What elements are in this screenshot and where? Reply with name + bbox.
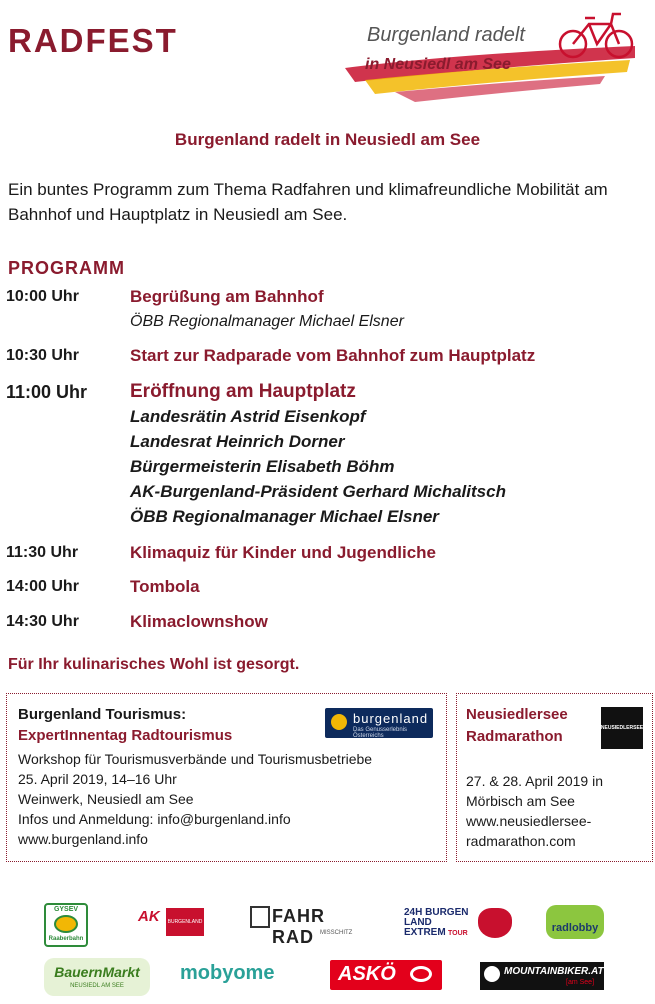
page-title: RADFEST: [8, 22, 178, 59]
event-logo: [335, 6, 645, 106]
gysev-raaberbahn-logo: GYSEV Raaberbahn: [44, 903, 88, 947]
program-detail: AK-Burgenland-Präsident Gerhard Michalitsch: [130, 482, 506, 501]
program-time: 11:30 Uhr: [6, 544, 79, 561]
tourism-box-title: Burgenland Tourismus:: [18, 706, 187, 723]
burgenland-logo: [325, 708, 433, 738]
program-event: Klimaquiz für Kinder und Jugendliche: [130, 543, 437, 562]
radmarathon-logo-text: NEUSIEDLERSEE: [600, 725, 644, 731]
burgenland-logo-sub: Das Genusserlebnis Österreichs: [353, 727, 408, 739]
program-event: Tombola: [130, 577, 200, 596]
radlobby-logo: radlobby: [546, 905, 604, 939]
program-event: Klimaclownshow: [130, 612, 268, 631]
program-time: 14:30 Uhr: [6, 613, 79, 630]
program-event: Eröffnung am Hauptplatz: [130, 381, 356, 402]
radmarathon-title-line1: Neusiedlersee: [466, 706, 568, 723]
mountainbiker-logo: MOUNTAINBIKER.AT [am See]: [480, 962, 604, 990]
program-detail: ÖBB Regionalmanager Michael Elsner: [130, 507, 439, 526]
radmarathon-title-line2: Radmarathon: [466, 728, 563, 745]
logo-text-line1: Burgenland radelt: [367, 24, 525, 46]
subtitle: Burgenland radelt in Neusiedl am See: [174, 130, 481, 149]
program-time: 14:00 Uhr: [6, 578, 79, 595]
program-time: 11:00 Uhr: [6, 382, 88, 402]
tourism-box-subtitle: ExpertInnentag Radtourismus: [18, 727, 233, 744]
tourism-info-box: [6, 693, 447, 862]
mobyome-logo: mobyome: [180, 962, 275, 984]
program-detail: Bürgermeisterin Elisabeth Böhm: [130, 457, 395, 476]
radmarathon-line: Mörbisch am See: [466, 793, 575, 809]
program-detail: ÖBB Regionalmanager Michael Elsner: [130, 313, 404, 330]
ak-burgenland-logo: AK BURGENLAND: [138, 908, 204, 936]
intro-text: Ein buntes Programm zum Thema Radfahren und klimafreundliche Mobilität am Bahnhof und Hauptplatz in Neusiedl am See.: [8, 180, 608, 224]
radmarathon-line: 27. & 28. April 2019 in: [466, 773, 603, 789]
radmarathon-logo: [601, 707, 643, 749]
fahrrad-misschitz-logo: FAHR RAD MISSCHITZ: [250, 906, 366, 938]
tourism-box-email[interactable]: Infos und Anmeldung: info@burgenland.info: [18, 811, 291, 827]
program-time: 10:30 Uhr: [6, 347, 79, 364]
program-event: Begrüßung am Bahnhof: [130, 287, 324, 306]
tourism-box-website[interactable]: www.burgenland.info: [18, 831, 148, 847]
burgenland-logo-text: burgenland: [353, 711, 429, 726]
askoe-logo: ASKÖ: [330, 960, 442, 990]
bauernmarkt-logo: BauernMarkt NEUSIEDL AM SEE: [44, 958, 150, 996]
program-detail: Landesrätin Astrid Eisenkopf: [130, 407, 366, 426]
radmarathon-website[interactable]: www.neusiedlersee-: [466, 813, 592, 829]
tourism-box-line: Weinwerk, Neusiedl am See: [18, 791, 194, 807]
radmarathon-info-box: [456, 693, 653, 862]
tourism-box-line: 25. April 2019, 14–16 Uhr: [18, 771, 177, 787]
program-heading: PROGRAMM: [8, 258, 125, 278]
24h-burgenland-extrem-tour-logo: 24H BURGEN LAND EXTREM TOUR: [404, 906, 516, 940]
radmarathon-website-cont[interactable]: radmarathon.com: [466, 833, 576, 849]
program-event: Start zur Radparade vom Bahnhof zum Hauptplatz: [130, 346, 536, 365]
program-time: 10:00 Uhr: [6, 288, 79, 305]
logo-text-line2: in Neusiedl am See: [365, 56, 511, 73]
food-note: Für Ihr kulinarisches Wohl ist gesorgt.: [8, 656, 300, 673]
program-detail: Landesrat Heinrich Dorner: [130, 432, 345, 451]
bicycle-icon: [557, 10, 637, 60]
tourism-box-line: Workshop für Tourismusverbände und Tourismusbetriebe: [18, 751, 373, 767]
